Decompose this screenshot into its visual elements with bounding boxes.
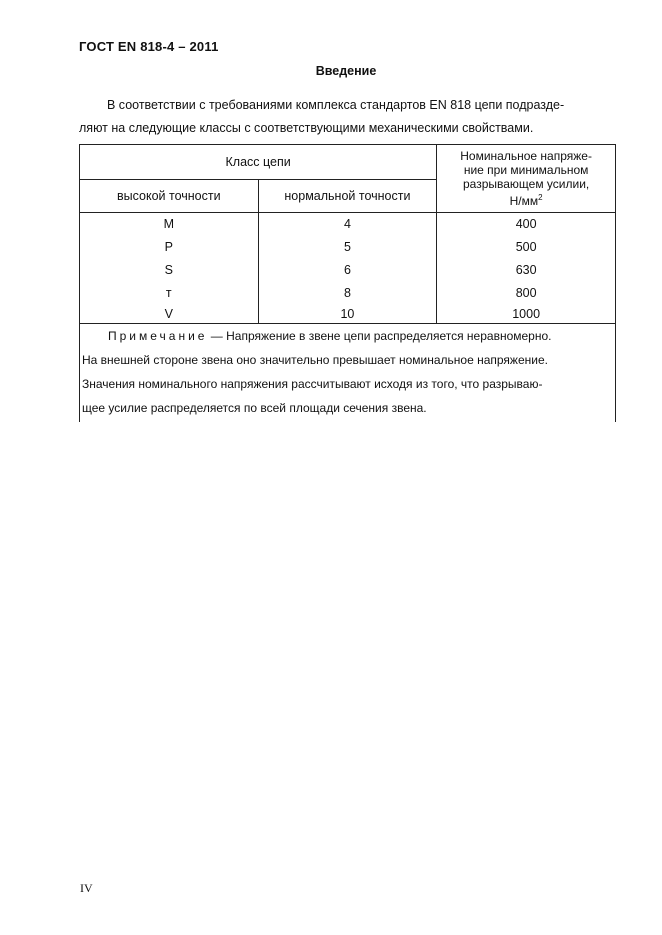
table-row	[80, 213, 616, 237]
header-nominal-stress	[437, 145, 616, 213]
cell-normal-class: 4	[258, 213, 437, 237]
note-line-4: щее усилие распределяется по всей площади сечения звена.	[82, 401, 427, 415]
cell-normal-class: 8	[258, 282, 437, 305]
cell-nominal-stress: 800	[437, 282, 616, 305]
intro-line-2: ляют на следующие классы с соответствующими механическими свойствами.	[79, 121, 534, 135]
header-nominal-line-3: разрывающем усилии,	[463, 177, 590, 191]
cell-high-class: V	[80, 305, 259, 324]
cell-nominal-stress: 500	[437, 236, 616, 259]
header-nominal-unit-exponent: 2	[538, 193, 543, 202]
cell-high-class: M	[80, 213, 259, 237]
intro-paragraph	[79, 94, 615, 140]
table-body	[80, 213, 616, 324]
header-chain-class: Класс цепи	[80, 145, 437, 180]
table-header	[80, 145, 616, 213]
intro-line-1: В соответствии с требованиями комплекса стандартов EN 818 цепи подразде-	[107, 98, 565, 112]
cell-normal-class: 6	[258, 259, 437, 282]
cell-high-class: P	[80, 236, 259, 259]
table-row	[80, 236, 616, 259]
header-high-precision: высокой точности	[80, 180, 259, 213]
header-normal-precision: нормальной точности	[258, 180, 437, 213]
note-line-1	[82, 324, 613, 348]
cell-nominal-stress: 1000	[437, 305, 616, 324]
table-row	[80, 259, 616, 282]
table-note-section	[80, 324, 616, 423]
cell-high-class: т	[80, 282, 259, 305]
table-note	[80, 324, 616, 423]
cell-normal-class: 5	[258, 236, 437, 259]
cell-normal-class: 10	[258, 305, 437, 324]
header-nominal-unit: Н/мм	[509, 194, 539, 208]
table-row	[80, 305, 616, 324]
chain-class-table	[79, 144, 616, 422]
cell-high-class: S	[80, 259, 259, 282]
page-number: IV	[80, 881, 93, 895]
document-code: ГОСТ EN 818-4 – 2011	[79, 39, 219, 54]
note-line-1-text: — Напряжение в звене цепи распределяется неравномерно.	[207, 329, 552, 343]
note-label: Примечание	[108, 329, 208, 343]
header-nominal-line-1: Номинальное напряже-	[460, 149, 592, 163]
cell-nominal-stress: 630	[437, 259, 616, 282]
section-title: Введение	[315, 64, 377, 78]
table-row	[80, 282, 616, 305]
cell-nominal-stress: 400	[437, 213, 616, 237]
note-line-2: На внешней стороне звена оно значительно превышает номинальное напряжение.	[82, 353, 548, 367]
note-line-3: Значения номинального напряжения рассчитывают исходя из того, что разрываю-	[82, 377, 543, 391]
header-nominal-line-2: ние при минимальном	[463, 163, 589, 177]
